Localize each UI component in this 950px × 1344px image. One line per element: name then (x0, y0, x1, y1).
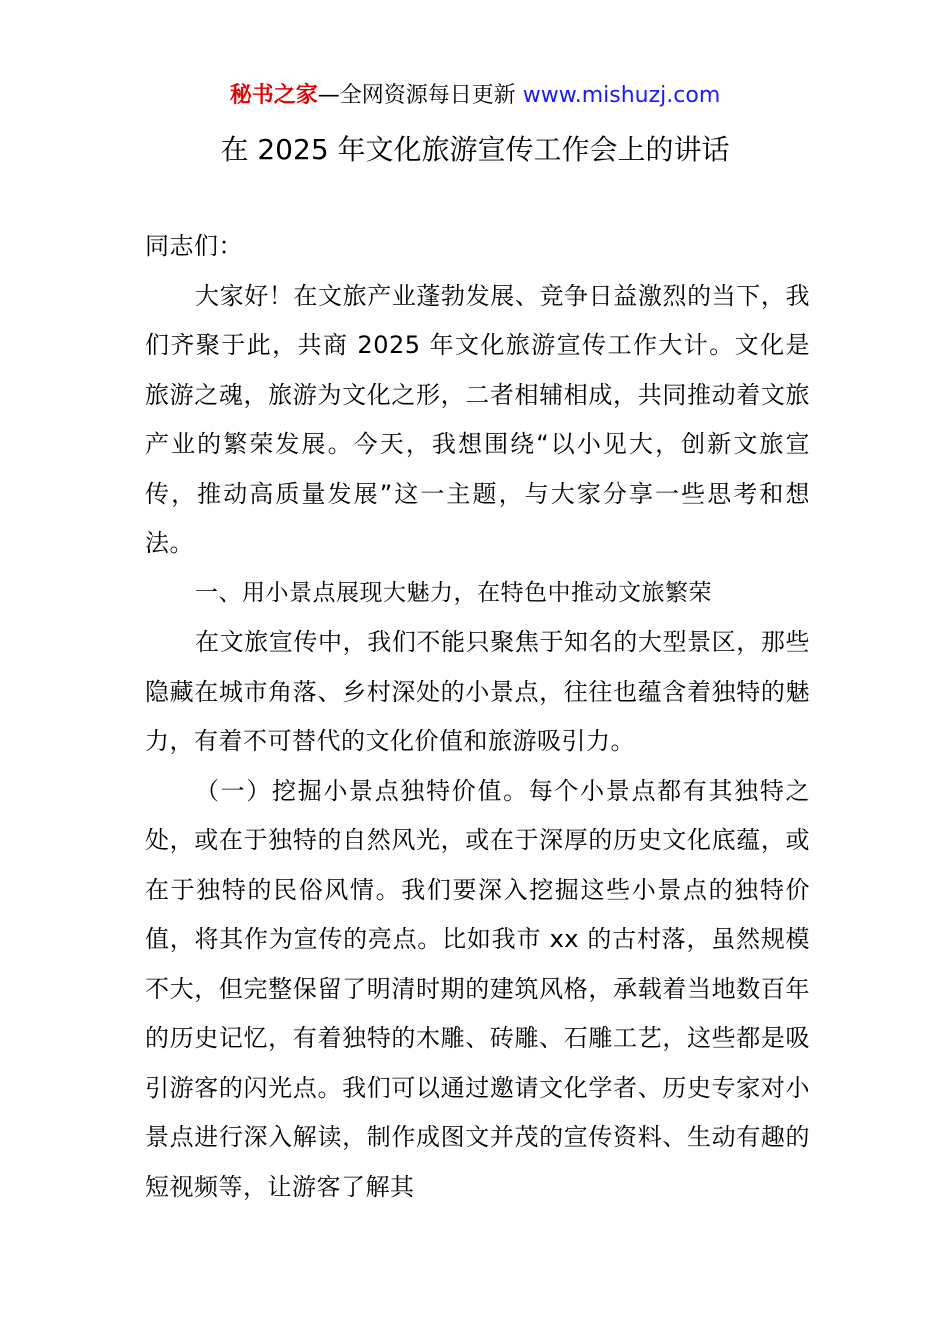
site-url-link[interactable]: www.mishuzj.com (522, 83, 721, 108)
brand-name: 秘书之家 (229, 83, 318, 108)
site-header (0, 80, 950, 112)
paragraph-section-1: 在文旅宣传中，我们不能只聚焦于知名的大型景区，那些隐藏在城市角落、乡村深处的小景点，往往也蕴含着独特的魅力，有着不可替代的文化价值和旅游吸引力。 (145, 628, 810, 755)
paragraph-subsection-1: （一）挖掘小景点独特价值。每个小景点都有其独特之处，或在于独特的自然风光，或在于深厚的历史文化底蕴，或在于独特的民俗风情。我们要深入挖掘这些小景点的独特价值，将其作为宣传的亮点。比如我市 xx 的古村落，虽然规模不大，但完整保留了明清时期的建筑风格，承载着当地数百年的历史记忆，有着独特的木雕、砖雕、石雕工艺，这些都是吸引游客的闪光点。我们可以通过邀请文化学者、历史专家对小景点进行深入解读，制作成图文并茂的宣传资料、生动有趣的短视频等，让游客了解其 (145, 776, 810, 1201)
section-heading-1: 一、用小景点展现大魅力，在特色中推动文旅繁荣 (195, 579, 712, 606)
document-body (145, 222, 810, 1212)
salutation: 同志们： (145, 232, 243, 260)
paragraph-intro: 大家好！在文旅产业蓬勃发展、竞争日益激烈的当下，我们齐聚于此，共商 2025 年文化旅游宣传工作大计。文化是旅游之魂，旅游为文化之形，二者相辅相成，共同推动着文旅产业的繁荣发展。今天，我想围绕“以小见大，创新文旅宣传，推动高质量发展”这一主题，与大家分享一些思考和想法。 (145, 281, 810, 557)
document-title: 在 2025 年文化旅游宣传工作会上的讲话 (220, 133, 730, 166)
header-tagline: —全网资源每日更新 (317, 83, 516, 108)
